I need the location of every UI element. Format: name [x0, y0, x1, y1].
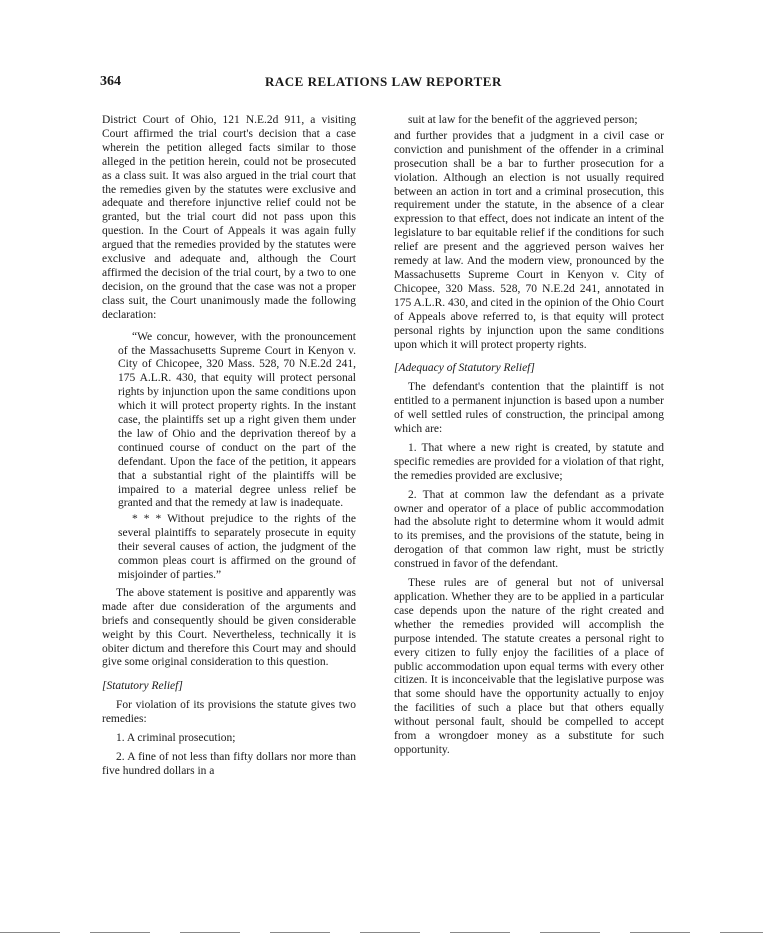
bottom-rule [0, 932, 763, 933]
paragraph: District Court of Ohio, 121 N.E.2d 911, a visiting Court affirmed the trial court's decision that a case wherein the petition alleged facts similar to those alleged in the petition herein, could not be prosecuted as a class suit. It was also argued in the trial court that the remedies given by the statutes were exclusive and adequate and therefore injunctive relief could not be granted, but the trial court did not pass upon this question. In the Court of Appeals it was again fully argued that the remedies provided by the statutes were exclusive and adequate and, although the Court affirmed the decision of the trial court, by a two to one decision, on the ground that the case was not a proper class suit, the Court unanimously made the following declaration: [102, 114, 356, 321]
paragraph: These rules are of general but not of universal application. Whether they are to be applied in a particular case depends upon the nature of the right created and whether the remedies provided will accomplish the purpose intended. The statute creates a personal right to every citizen to fully enjoy the facilities of a place of public accommodation upon equal terms with every other citizen. It is inconceivable that the legislative purpose was that some should have the opportunity actually to enjoy the facilities of such a place but that others equally without personal fault, should be compelled to accept from a wrongdoer money as a substitute for such opportunity. [394, 577, 664, 756]
paragraph: The defendant's contention that the plaintiff is not entitled to a permanent injunction is based upon a number of well settled rules of construction, the principal among which are: [394, 381, 664, 436]
list-item: 2. That at common law the defendant as a private owner and operator of a place of public accommodation had the absolute right to determine whom it would admit to its premises, and the provisions of the statute, being in derogation of that common law right, must be strictly construed in favor of the defendant. [394, 488, 664, 571]
section-heading: [Statutory Relief] [102, 680, 183, 693]
section-heading: [Adequacy of Statutory Relief] [394, 362, 535, 375]
quote-paragraph: * * * Without prejudice to the rights of the several plaintiffs to separately prosecute in equity their several causes of action, the judgment of the common pleas court is affirmed on the ground of misjoinder of parties.” [118, 513, 356, 581]
list-item-continuation: suit at law for the benefit of the aggrieved person; [408, 114, 638, 126]
left-column [102, 114, 356, 784]
block-quote [118, 331, 356, 583]
page-header [100, 74, 655, 94]
paragraph: and further provides that a judgment in a civil case or conviction and punishment of the offender in a criminal prosecution shall be a bar to further prosecution for a violation. Although an election is not usually required between an action in tort and a criminal prosecution, this requirement under the statute, in the absence of a clear expression to that effect, does not indicate an intent of the legislature to bar equitable relief if the conditions for such relief are present and the aggrieved person waives her remedy at law. And the modern view, pronounced by the Massachusetts Supreme Court in Kenyon v. City of Chicopee, 320 Mass. 528, 70 N.E.2d 241, annotated in 175 A.L.R. 430, and cited in the opinion of the Ohio Court of Appeals above referred to, is that equity will protect personal rights by injunction upon the same conditions upon which it will protect property rights. [394, 129, 664, 351]
right-column [394, 114, 664, 763]
quote-paragraph: “We concur, however, with the pronouncement of the Massachusetts Supreme Court in Kenyon v. City of Chicopee, 320 Mass. 528, 70 N.E.2d 241, 175 A.L.R. 430, that equity will protect personal rights by injunction upon the same conditions upon which it will protect property rights. In the instant case, the plaintiffs set up a right given them under the law of Ohio and the deprivation thereof by a continued course of conduct on the part of the defendant. Upon the face of the petition, it appears that a substantial right of the plaintiffs will be impaired to a material degree unless relief be granted and that the remedy at law is inadequate. [118, 330, 356, 510]
paragraph: The above statement is positive and apparently was made after due consideration of the arguments and briefs and consequently should be given considerable weight by this Court. Nevertheless, technically it is obiter dictum and therefore this Court may and should give some original consideration to this question. [102, 586, 356, 669]
list-item: 2. A fine of not less than fifty dollars nor more than five hundred dollars in a [102, 750, 356, 777]
list-item: 1. A criminal prosecution; [116, 732, 236, 745]
paragraph: For violation of its provisions the statute gives two remedies: [102, 699, 356, 726]
running-head: RACE RELATIONS LAW REPORTER [265, 74, 502, 89]
list-item: 1. That where a new right is created, by statute and specific remedies are provided for a violation of that right, the remedies provided are exclusive; [394, 441, 664, 482]
page-number: 364 [100, 74, 121, 89]
